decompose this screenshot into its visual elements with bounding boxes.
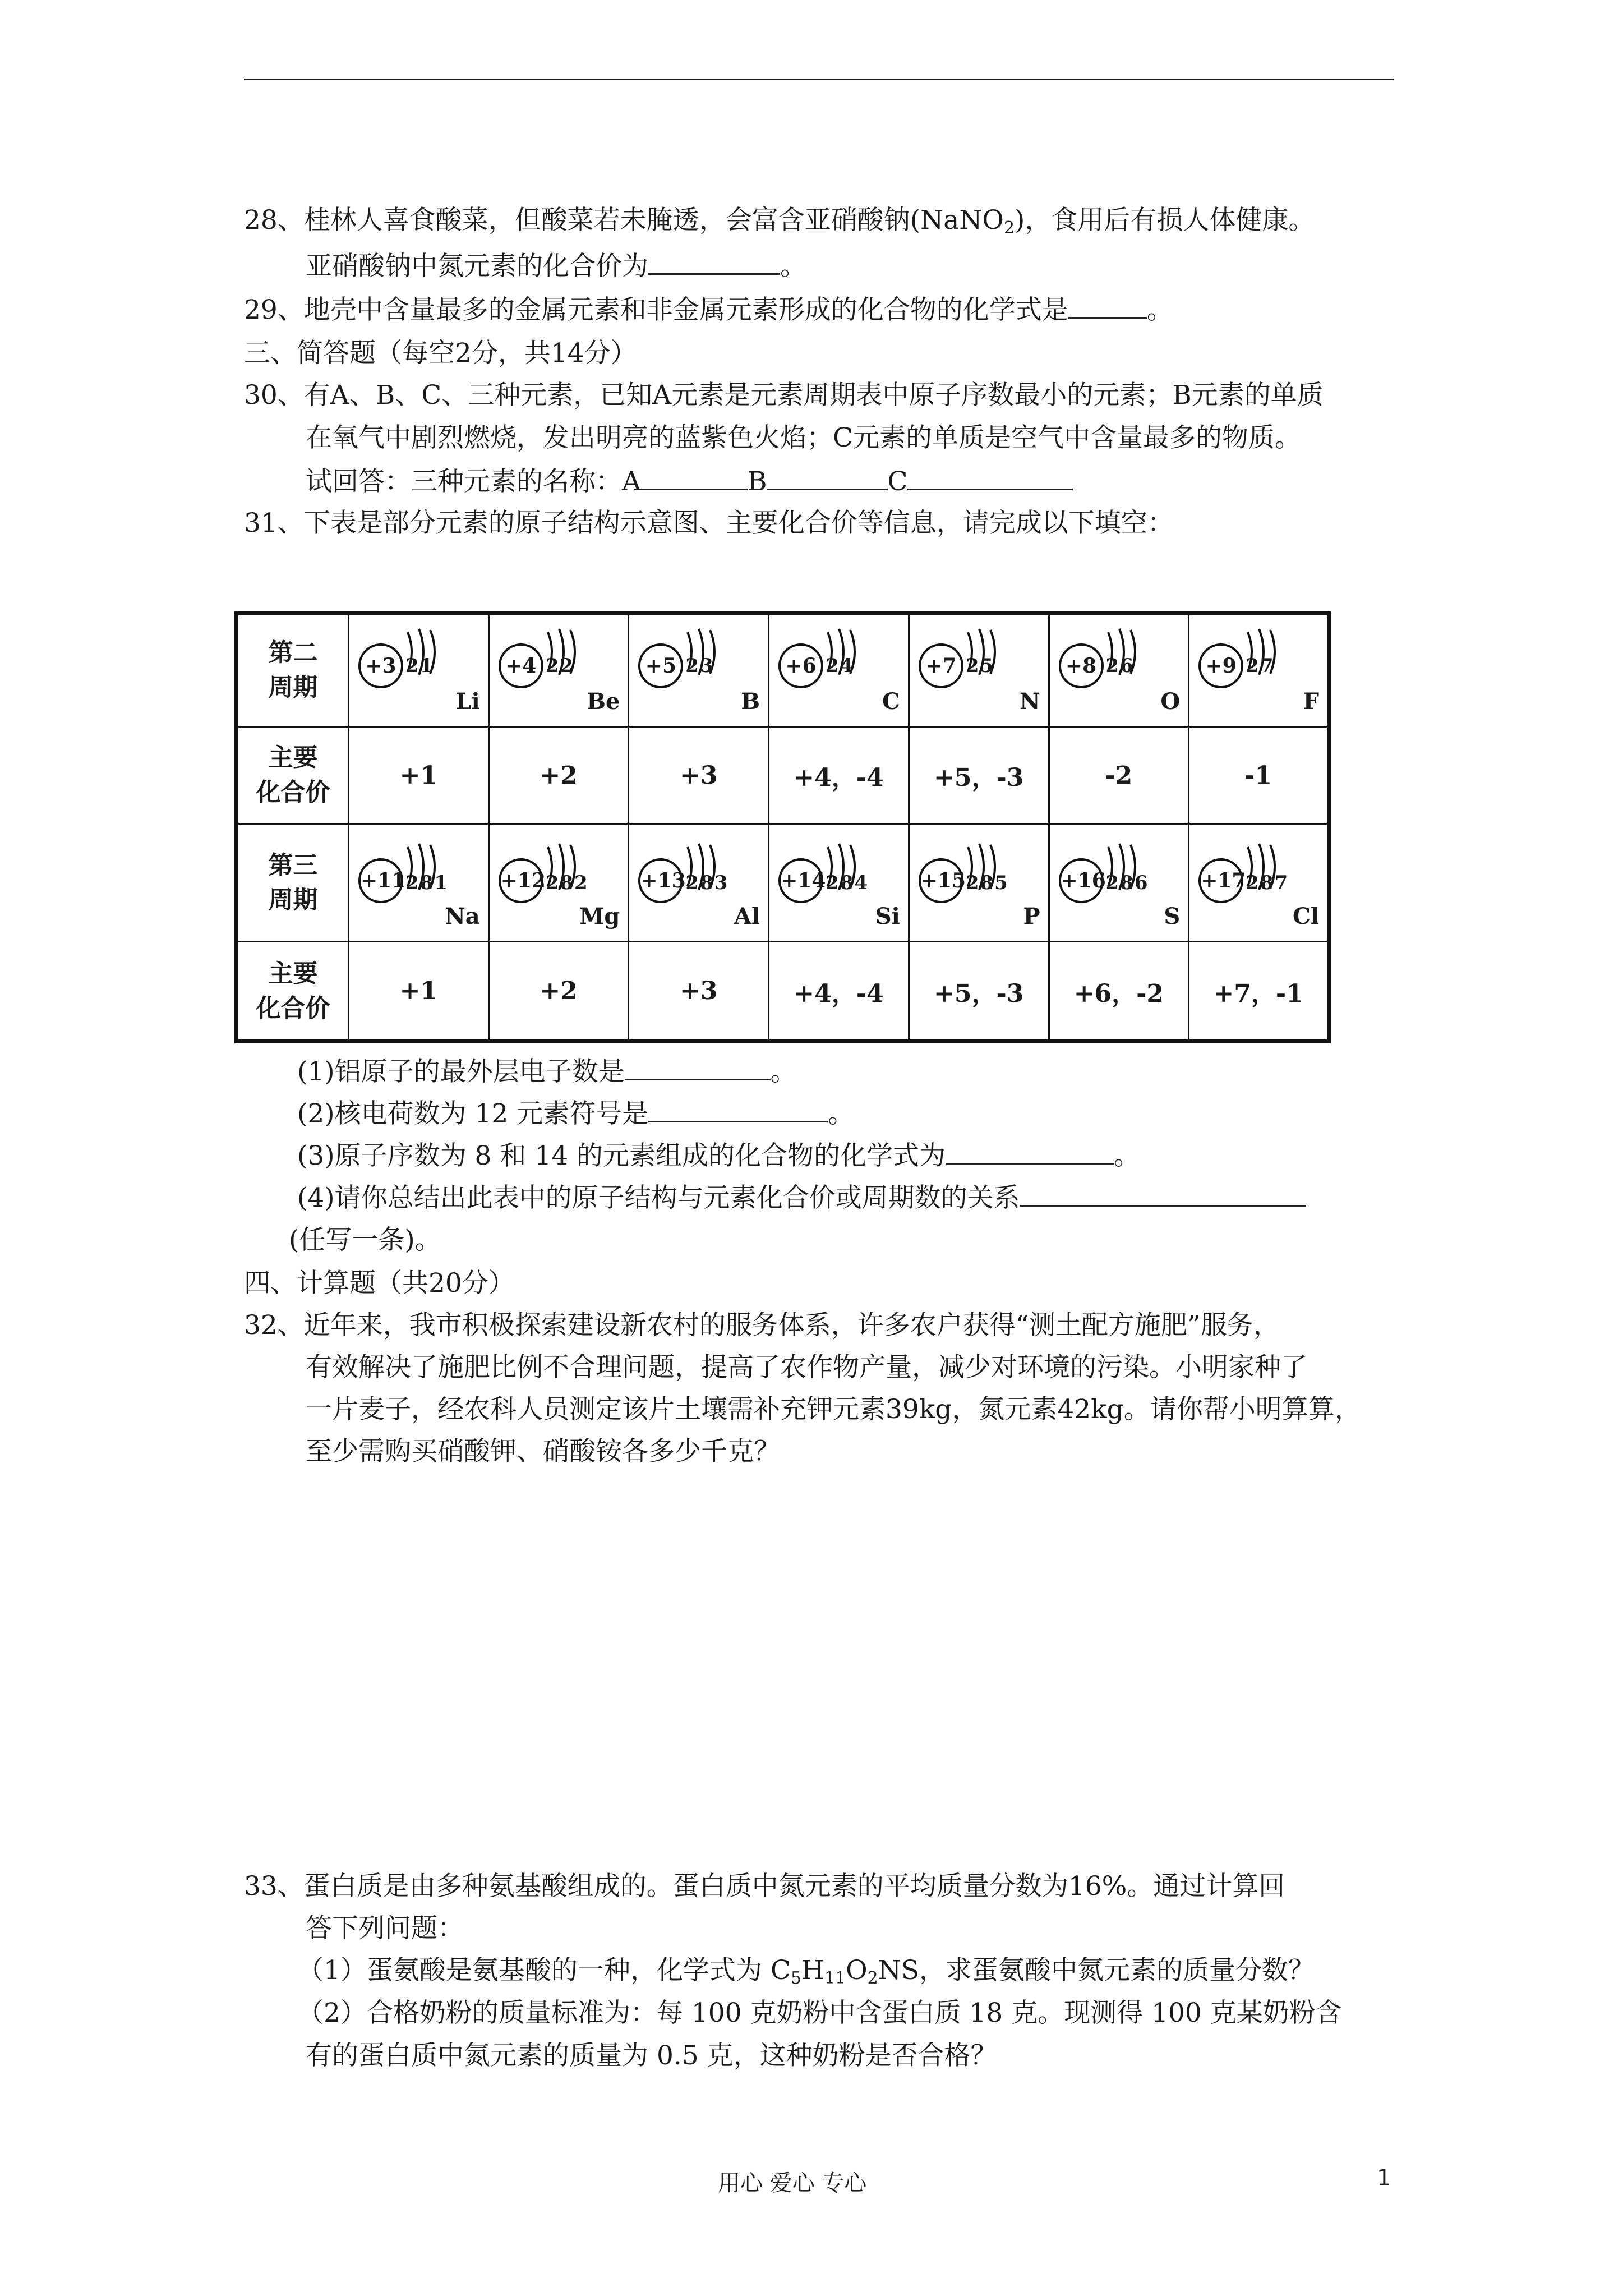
atom-cell <box>488 824 629 942</box>
nucleus-charge: +6 <box>778 643 823 688</box>
q32-line2: 有效解决了施肥比例不合理问题，提高了农作物产量，减少对环境的污染。小明家种了 <box>306 1352 1307 1383</box>
nucleus-charge: +13 <box>638 858 683 903</box>
element-table <box>234 611 1331 1043</box>
atom-diagram <box>1050 615 1188 726</box>
valence-cell: -2 <box>1049 726 1189 824</box>
q31-sub1-blank[interactable] <box>625 1056 771 1080</box>
q32-line1: 32、近年来，我市积极探索建设新农村的服务体系，许多农户获得“测土配方施肥”服务， <box>244 1310 1280 1341</box>
atom-diagram <box>1189 825 1327 941</box>
electron-shells: 27 <box>1246 655 1275 677</box>
nucleus-charge: +3 <box>358 643 403 688</box>
section3-heading: 三、简答题（每空2分，共14分） <box>244 338 637 369</box>
electron-shells: 22 <box>545 655 575 677</box>
q29-tail: 。 <box>1146 295 1173 325</box>
q28-line2-tail: 。 <box>780 251 806 282</box>
atom-cell <box>769 824 909 942</box>
period3-valence-row <box>237 942 1329 1042</box>
valence-cell: +2 <box>488 942 629 1042</box>
electron-shells: 25 <box>965 655 995 677</box>
q30-label-c: C <box>887 466 908 497</box>
q31-sub3-text: (3)原子序数为 8 和 14 的元素组成的化合物的化学式为 <box>297 1140 946 1171</box>
page-number: 1 <box>1377 2165 1391 2191</box>
nucleus-charge: +5 <box>638 643 683 688</box>
electron-shells: 26 <box>1105 655 1135 677</box>
q29-answer-blank[interactable] <box>1068 295 1147 319</box>
nucleus-charge: +4 <box>499 643 543 688</box>
nucleus-charge: +12 <box>499 858 543 903</box>
period3-structure-row <box>237 824 1329 942</box>
atom-cell <box>349 614 489 727</box>
q31-sub4 <box>297 1180 1306 1217</box>
valence-cell: +5，-3 <box>909 726 1049 824</box>
q30-line3-text: 试回答：三种元素的名称：A <box>306 466 641 497</box>
nucleus-charge: +7 <box>919 643 963 688</box>
nucleus-charge: +9 <box>1198 643 1243 688</box>
electron-shells: 281 <box>405 872 449 895</box>
period2-structure-row <box>237 614 1329 727</box>
atom-diagram <box>490 825 628 941</box>
section4-heading: 四、计算题（共20分） <box>244 1268 515 1299</box>
electron-shells: 283 <box>685 872 729 895</box>
q31-sub4-blank[interactable] <box>1020 1182 1306 1207</box>
q30-line3 <box>306 463 1073 500</box>
atom-cell <box>629 614 769 727</box>
atom-cell <box>1189 824 1329 942</box>
electron-shells: 284 <box>826 872 869 895</box>
footer-motto: 用心 爱心 专心 <box>718 2170 867 2196</box>
valence-cell: +6，-2 <box>1049 942 1189 1042</box>
valence-cell: +1 <box>349 942 489 1042</box>
q31-sub1 <box>297 1053 797 1091</box>
atom-diagram <box>349 825 488 941</box>
q30-blank-a[interactable] <box>641 466 748 490</box>
q31-sub1-end: 。 <box>770 1056 797 1087</box>
q31-sub1-text: (1)铝原子的最外层电子数是 <box>297 1056 625 1087</box>
q29-line <box>244 292 1173 329</box>
q28-line2 <box>306 248 806 285</box>
q30-blank-c[interactable] <box>907 466 1073 490</box>
element-symbol: N <box>1019 688 1040 715</box>
element-symbol: Cl <box>1292 903 1319 930</box>
q31-sub4-text: (4)请你总结出此表中的原子结构与元素化合价或周期数的关系 <box>297 1182 1020 1213</box>
atom-cell <box>909 614 1049 727</box>
nucleus-charge: +17 <box>1198 858 1243 903</box>
q28-line1 <box>244 202 1315 239</box>
atom-cell <box>909 824 1049 942</box>
element-symbol: Al <box>734 903 760 930</box>
atom-cell <box>1049 614 1189 727</box>
q30-blank-b[interactable] <box>767 466 888 490</box>
q31-sub3-end: 。 <box>1114 1140 1141 1171</box>
q31-sub2-text: (2)核电荷数为 12 元素符号是 <box>297 1098 649 1129</box>
electron-shells: 282 <box>545 872 589 895</box>
row-label-period3: 第三 周期 <box>237 824 349 942</box>
q30-label-b: B <box>747 466 767 497</box>
atom-diagram <box>629 825 768 941</box>
electron-shells: 21 <box>405 655 435 677</box>
element-symbol: F <box>1303 688 1319 715</box>
q30-line1: 30、有A、B、C、三种元素，已知A元素是元素周期表中原子序数最小的元素；B元素的单质 <box>244 380 1324 411</box>
valence-cell: +4，-4 <box>769 726 909 824</box>
atom-cell <box>629 824 769 942</box>
electron-shells: 287 <box>1246 872 1289 895</box>
element-symbol: Be <box>587 688 620 715</box>
q28-subscript: 2 <box>1003 218 1015 238</box>
q28-line1-tail: )，食用后有损人体健康。 <box>1015 205 1315 236</box>
valence-cell: +5，-3 <box>909 942 1049 1042</box>
q31-sub4-tail: (任写一条)。 <box>289 1225 441 1255</box>
q28-line2-text: 亚硝酸钠中氮元素的化合价为 <box>306 251 648 282</box>
atom-cell <box>769 614 909 727</box>
q29-text: 29、地壳中含量最多的金属元素和非金属元素形成的化合物的化学式是 <box>244 295 1068 325</box>
valence-cell: +7，-1 <box>1189 942 1329 1042</box>
atom-cell <box>349 824 489 942</box>
q33-formula-h: H <box>801 1955 824 1986</box>
q33-sub2-line1: （2）合格奶粉的质量标准为：每 100 克奶粉中含蛋白质 18 克。现测得 100 克某奶粉含 <box>297 1998 1342 2028</box>
q33-line2: 答下列问题： <box>306 1913 464 1944</box>
q33-formula-o: O <box>846 1955 868 1986</box>
atom-diagram <box>490 615 628 726</box>
atom-diagram <box>769 825 908 941</box>
valence-cell: +3 <box>629 726 769 824</box>
atom-diagram <box>1189 615 1327 726</box>
atom-diagram <box>910 615 1048 726</box>
q33-sub1-text: （1）蛋氨酸是氨基酸的一种，化学式为 C <box>297 1955 791 1986</box>
electron-shells: 285 <box>965 872 1009 895</box>
atom-diagram <box>1050 825 1188 941</box>
atom-diagram <box>629 615 768 726</box>
row-label-period2: 第二 周期 <box>237 614 349 727</box>
row-label-valence: 主要 化合价 <box>237 726 349 824</box>
atom-diagram <box>910 825 1048 941</box>
q32-line3: 一片麦子，经农科人员测定该片土壤需补充钾元素39kg，氮元素42kg。请你帮小明算算， <box>306 1394 1361 1425</box>
q30-line2: 在氧气中剧烈燃烧，发出明亮的蓝紫色火焰；C元素的单质是空气中含量最多的物质。 <box>306 422 1301 453</box>
q31-sub3-blank[interactable] <box>946 1140 1114 1165</box>
nucleus-charge: +8 <box>1059 643 1104 688</box>
valence-cell: -1 <box>1189 726 1329 824</box>
valence-cell: +2 <box>488 726 629 824</box>
element-symbol: Li <box>455 688 480 715</box>
q33-sub1-tail: NS，求蛋氨酸中氮元素的质量分数？ <box>878 1955 1315 1986</box>
atom-cell <box>1049 824 1189 942</box>
valence-cell: +4，-4 <box>769 942 909 1042</box>
electron-shells: 23 <box>685 655 714 677</box>
nucleus-charge: +14 <box>778 858 823 903</box>
period2-valence-row <box>237 726 1329 824</box>
nucleus-charge: +11 <box>358 858 403 903</box>
row-label-valence: 主要 化合价 <box>237 942 349 1042</box>
element-symbol: P <box>1023 903 1040 930</box>
element-symbol: B <box>741 688 760 715</box>
element-symbol: Mg <box>579 903 620 930</box>
q33-sub2-line2: 有的蛋白质中氮元素的质量为 0.5 克，这种奶粉是否合格？ <box>306 2040 997 2071</box>
element-symbol: Si <box>875 903 900 930</box>
nucleus-charge: +15 <box>919 858 963 903</box>
q33-line1: 33、蛋白质是由多种氨基酸组成的。蛋白质中氮元素的平均质量分数为16%。通过计算回 <box>244 1871 1285 1902</box>
element-symbol: Na <box>445 903 480 930</box>
nucleus-charge: +16 <box>1059 858 1104 903</box>
electron-shells: 286 <box>1105 872 1149 895</box>
q33-formula-sub: 5 <box>790 1968 801 1988</box>
header-rule <box>244 79 1394 80</box>
valence-cell: +1 <box>349 726 489 824</box>
q28-answer-blank[interactable] <box>648 251 780 275</box>
element-symbol: S <box>1164 903 1181 930</box>
q33-formula-sub: 2 <box>867 1968 878 1988</box>
q33-formula-sub: 11 <box>824 1968 846 1988</box>
element-symbol: O <box>1160 688 1181 715</box>
valence-cell: +3 <box>629 942 769 1042</box>
electron-shells: 24 <box>826 655 855 677</box>
q33-sub1 <box>297 1952 1315 1989</box>
q31-sub2 <box>297 1096 854 1133</box>
q31-sub2-end: 。 <box>828 1098 855 1129</box>
q28-line1-text: 28、桂林人喜食酸菜，但酸菜若未腌透，会富含亚硝酸钠(NaNO <box>244 205 1004 236</box>
atom-cell <box>1189 614 1329 727</box>
atom-diagram <box>769 615 908 726</box>
q32-line4: 至少需购买硝酸钾、硝酸铵各多少千克？ <box>306 1436 780 1467</box>
element-symbol: C <box>882 688 900 715</box>
q31-intro: 31、下表是部分元素的原子结构示意图、主要化合价等信息，请完成以下填空： <box>244 508 1174 539</box>
q31-sub3 <box>297 1138 1140 1175</box>
atom-cell <box>488 614 629 727</box>
q31-sub2-blank[interactable] <box>648 1098 828 1122</box>
atom-diagram <box>349 615 488 726</box>
